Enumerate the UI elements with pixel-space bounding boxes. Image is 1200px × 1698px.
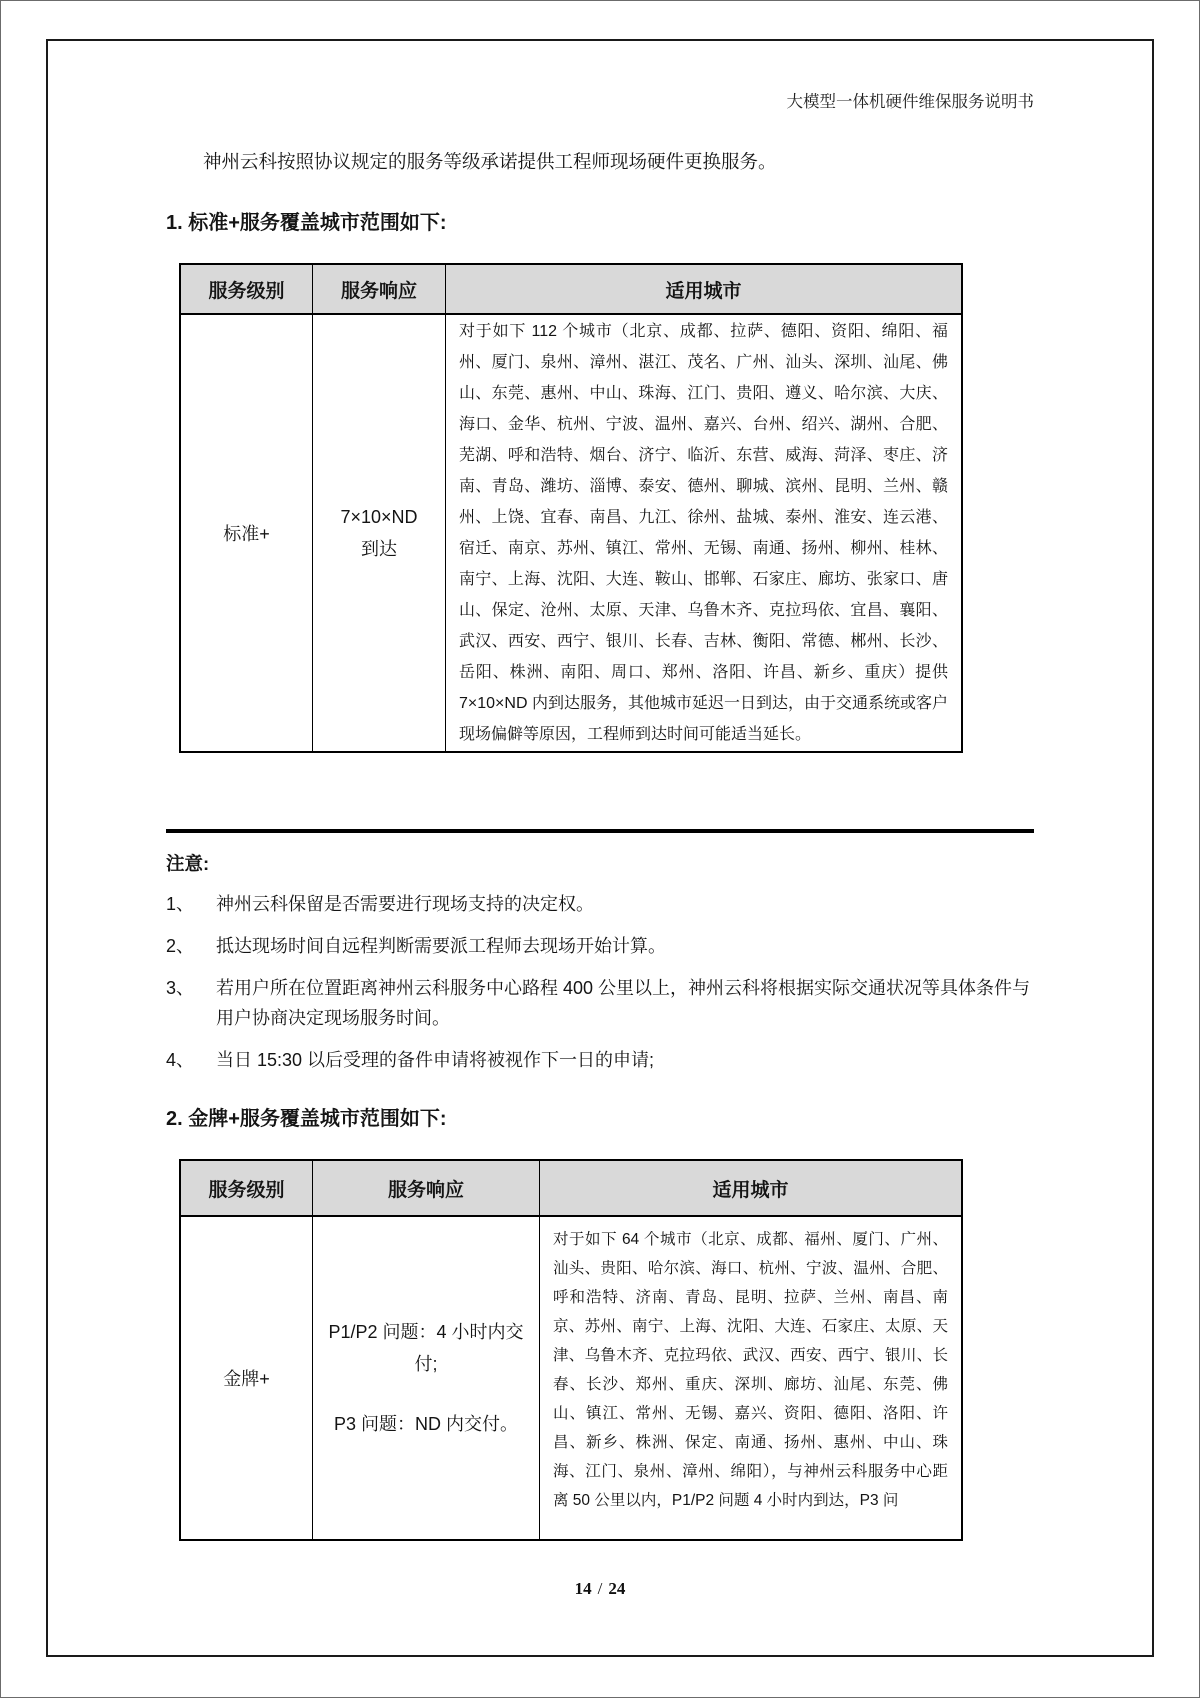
section-1-heading: 1. 标准+服务覆盖城市范围如下: [166, 212, 447, 234]
service-level-cell: 标准+ [181, 315, 313, 751]
table-row [181, 315, 961, 751]
note-item-text: 神州云科保留是否需要进行现场支持的决定权。 [216, 894, 594, 914]
applicable-cities-cell [446, 315, 961, 751]
note-item-number: 3、 [166, 978, 195, 998]
page-number-total: 24 [608, 1579, 626, 1598]
note-item-number: 4、 [166, 1050, 195, 1070]
cities-text: 对于如下 64 个城市（北京、成都、福州、厦门、广州、汕头、贵阳、哈尔滨、海口、杭州、宁波、温州、合肥、呼和浩特、济南、青岛、昆明、拉萨、兰州、南昌、南京、苏州、南宁、上海、沈阳、大连、石家庄、太原、天津、乌鲁木齐、克拉玛依、武汉、西安、西宁、银川、长春、长沙、郑州、重庆、深圳、廊坊、汕尾、东莞、佛山、镇江、常州、无锡、嘉兴、资阳、德阳、洛阳、许昌、新乡、株洲、保定、南通、扬州、惠州、中山、珠海、江门、泉州、漳州、绵阳），与神州云科服务中心距离 50 公里以内，P1/P2 问题 4 小时内到达，P3 问 [553, 1231, 948, 1509]
header-cell-service-response: 服务响应 [313, 1161, 540, 1215]
table-header-row [181, 1161, 961, 1217]
cities-text: 对于如下 112 个城市（北京、成都、拉萨、德阳、资阳、绵阳、福州、厦门、泉州、漳州、湛江、茂名、广州、汕头、深圳、汕尾、佛山、东莞、惠州、中山、珠海、江门、贵阳、遵义、哈尔滨、大庆、海口、金华、杭州、宁波、温州、嘉兴、台州、绍兴、湖州、合肥、芜湖、呼和浩特、烟台、济宁、临沂、东营、威海、菏泽、枣庄、济南、青岛、潍坊、淄博、泰安、德州、聊城、滨州、昆明、兰州、赣州、上饶、宜春、南昌、九江、徐州、盐城、泰州、淮安、连云港、宿迁、南京、苏州、镇江、常州、无锡、南通、扬州、柳州、桂林、南宁、上海、沈阳、大连、鞍山、邯郸、石家庄、廊坊、张家口、唐山、保定、沧州、太原、天津、乌鲁木齐、克拉玛依、宜昌、襄阳、武汉、西安、西宁、银川、长春、吉林、衡阳、常德、郴州、长沙、岳阳、株洲、南阳、周口、郑州、洛阳、许昌、新乡、重庆）提供 7×10×ND 内到达服务，其他城市延迟一日到达，由于交通系统或客户现场偏僻等原因，工程师到达时间可能适当延长。 [459, 323, 948, 743]
service-response-cell [313, 1217, 540, 1539]
note-item [166, 931, 1034, 961]
table-header-row [181, 265, 961, 315]
section-divider-rule [166, 829, 1034, 833]
intro-paragraph: 神州云科按照协议规定的服务等级承诺提供工程师现场硬件更换服务。 [203, 151, 777, 172]
gold-service-table [179, 1159, 963, 1541]
header-cell-service-level: 服务级别 [181, 1161, 313, 1215]
service-level-cell: 金牌+ [181, 1217, 313, 1539]
response-line: P3 问题：ND 内交付。 [333, 1414, 519, 1434]
section-2-heading: 2. 金牌+服务覆盖城市范围如下: [166, 1108, 447, 1130]
service-response-cell [313, 315, 446, 751]
standard-service-table [179, 263, 963, 753]
header-cell-applicable-cities: 适用城市 [712, 1179, 789, 1201]
header-cell-applicable-cities: 适用城市 [665, 280, 742, 302]
note-item [166, 889, 1034, 919]
note-item [166, 973, 1034, 1033]
response-line: P1/P2 问题：4 小时内交付; [328, 1322, 524, 1374]
page-number-current: 14 [574, 1579, 592, 1598]
notes-heading: 注意: [166, 853, 210, 874]
applicable-cities-cell [540, 1217, 961, 1539]
response-line: 到达 [361, 539, 397, 559]
page-number-separator: / [597, 1579, 603, 1598]
table-row [181, 1217, 961, 1539]
page-footer [48, 1579, 1152, 1599]
header-cell-service-level: 服务级别 [181, 265, 313, 313]
note-item-number: 1、 [166, 894, 195, 914]
page-frame [46, 39, 1154, 1657]
note-item [166, 1045, 1034, 1075]
note-item-number: 2、 [166, 936, 195, 956]
response-line: 7×10×ND [340, 507, 418, 527]
note-item-text: 当日 15:30 以后受理的备件申请将被视作下一日的申请; [216, 1050, 655, 1070]
note-item-text: 若用户所在位置距离神州云科服务中心路程 400 公里以上，神州云科将根据实际交通状况等具体条件与用户协商决定现场服务时间。 [216, 978, 1031, 1028]
note-item-text: 抵达现场时间自远程判断需要派工程师去现场开始计算。 [216, 936, 666, 956]
doc-header-title: 大模型一体机硬件维保服务说明书 [786, 92, 1034, 111]
header-cell-service-response: 服务响应 [313, 265, 446, 313]
notes-list [166, 889, 1034, 1075]
